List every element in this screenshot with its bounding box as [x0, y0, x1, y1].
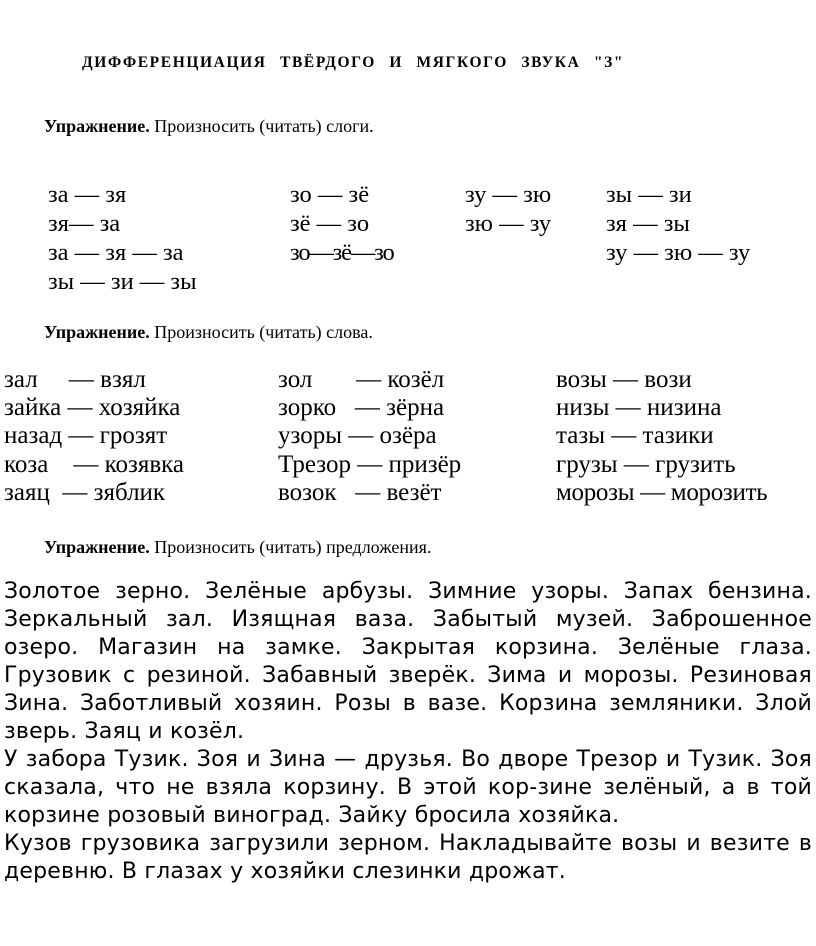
syllable-item: зо — зё — [290, 181, 370, 208]
syllable-item: зо—зё—зо — [290, 239, 394, 266]
word-pair: заяц — зяблик — [4, 479, 166, 506]
word-pair: зорко — зёрна — [278, 394, 445, 421]
exercise-heading-sentences — [44, 537, 431, 558]
exercise-label: Упражнение. — [44, 116, 150, 136]
syllable-item: за — зя — за — [48, 239, 184, 266]
syllable-item: зы — зи — [606, 181, 692, 208]
word-pair: тазы — тазики — [556, 422, 714, 449]
syllable-item: зё — зо — [290, 210, 370, 237]
syllable-item: зы — зи — зы — [48, 268, 197, 295]
word-pair: узоры — озёра — [278, 422, 437, 449]
word-pair: зайка — хозяйка — [4, 394, 181, 421]
word-pair: возок — везёт — [278, 479, 442, 506]
word-pair: возы — вози — [556, 366, 692, 393]
syllable-item: зя — зы — [606, 210, 690, 237]
page-title: ДИФФЕРЕНЦИАЦИЯ ТВЁРДОГО И МЯГКОГО ЗВУКА "З" — [82, 54, 625, 71]
exercise-instruction: Произносить (читать) слоги. — [149, 116, 374, 136]
exercise-instruction: Произносить (читать) слова. — [149, 322, 373, 342]
word-pair: Трезор — призёр — [278, 451, 462, 478]
sentence-paragraph: Кузов грузовика загрузили зерном. Накладывайте возы и везите в деревню. В глазах у хозяйки слезинки дрожат. — [4, 831, 812, 884]
word-pair: грузы — грузить — [556, 451, 736, 478]
exercise-label: Упражнение. — [44, 322, 150, 342]
syllable-item: за — зя — [48, 181, 127, 208]
syllable-item: зя— за — [48, 210, 121, 237]
syllable-item: зу — зю — [465, 181, 552, 208]
sentence-paragraph: Золотое зерно. Зелёные арбузы. Зимние узоры. Запах бензина. Зеркальный зал. Изящная ваза. Забытый музей. Заброшенное озеро. Магазин на замке. Закрытая корзина. Зелёные глаза. Грузовик с резиной. Забавный зверёк. Зима и морозы. Резиновая Зина. Заботливый хозяин. Розы в вазе. Корзина земляники. Злой зверь. Заяц и козёл. — [4, 579, 812, 744]
word-pair: зол — козёл — [278, 366, 445, 393]
word-pair: зал — взял — [4, 366, 146, 393]
word-pair: низы — низина — [556, 394, 722, 421]
exercise-instruction: Произносить (читать) предложения. — [149, 537, 432, 557]
sentence-text — [4, 578, 812, 886]
syllable-item: зу — зю — зу — [606, 239, 751, 266]
exercise-heading-words — [44, 322, 373, 343]
word-pair: морозы — морозить — [556, 479, 768, 506]
word-pair: коза — козявка — [4, 451, 185, 478]
exercise-label: Упражнение. — [44, 537, 150, 557]
sentence-paragraph: У забора Тузик. Зоя и Зина — друзья. Во дворе Трезор и Тузик. Зоя сказала, что не взяла корзину. В этой кор-зине зелёный, а в той корзине розовый виноград. Зайку бросила хозяйка. — [4, 747, 812, 828]
exercise-heading-syllables — [44, 116, 374, 137]
word-pair: назад — грозят — [4, 422, 168, 449]
syllable-item: зю — зу — [465, 210, 552, 237]
